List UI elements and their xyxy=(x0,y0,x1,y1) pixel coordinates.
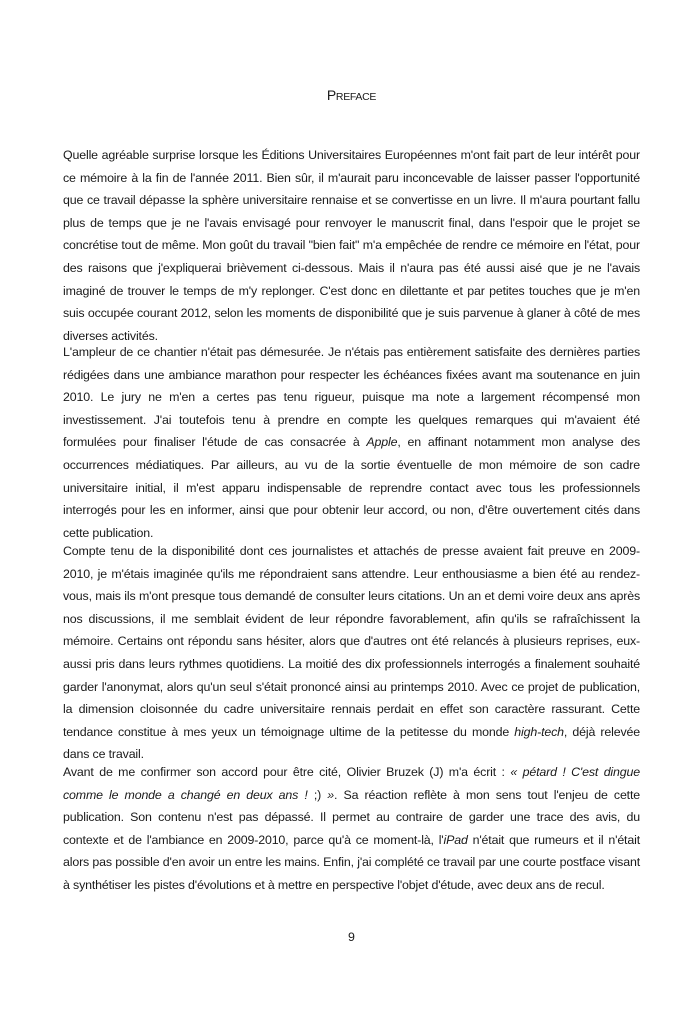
italic-text-run: » xyxy=(327,787,335,802)
text-run: n'était que rumeurs et il n'était alors pas possible d'en avoir un entre les mains. Enfin, j'ai complété ce travail par une courte postface visant à synthétiser les pistes d'évolutions et à mettre en perspective l'objet d'étude, avec deux ans de recul. xyxy=(63,832,640,892)
italic-text-run: iPad xyxy=(443,832,468,847)
text-run: . Sa réaction reflète à mon sens tout l'enjeu de cette publication. Son contenu n'est pas dépassé. Il permet au contraire de garder une trace des avis, du contexte et de l'ambiance en 2009-2010, parce qu'à ce moment-là, l' xyxy=(63,787,641,847)
text-run: ;) xyxy=(307,787,328,802)
text-run: , déjà relevée dans ce travail. xyxy=(63,724,640,762)
text-run: Avant de me confirmer son accord pour être cité, Olivier Bruzek (J) m'a écrit : xyxy=(63,765,511,779)
text-run: Compte tenu de la disponibilité dont ces journalistes et attachés de presse avaient fait preuve en 2009-2010, je m'étais imaginée qu'ils me répondraient sans attendre. Leur enthousiasme a bien été au rendez-vous, mais ils m'ont presque tous demandé de consulter leurs citations. Un an et demi voire deux ans après nos discussions, il me semblait évident de leur répondre favorablement, afin qu'ils se rafraîchissent la mémoire. Certains ont répondu sans hésiter, alors que d'autres ont été relancés à plusieurs reprises, eux-aussi pris dans leurs rythmes quotidiens. La moitié des dix professionnels interrogés a finalement souhaité garder l'anonymat, alors qu'un seul s'était prononcé ainsi au printemps 2010. Avec ce projet de publication, la dimension cloisonnée du cadre universitaire rennais perdait en effet son caractère rassurant. Cette tendance constitue à mes yeux un témoignage ultime de la petitesse du monde xyxy=(63,544,640,739)
text-run: , en affinant notamment mon analyse des occurrences médiatiques. Par ailleurs, au vu de la sortie éventuelle de mon mémoire de son cadre universitaire initial, il m'est apparu indispensable de reprendre contact avec tous les professionnels interrogés pour les en informer, ainsi que pour obtenir leur accord, ou non, d'être ouvertement cités dans cette publication. xyxy=(63,435,640,540)
page-title xyxy=(63,87,640,103)
paragraph-4 xyxy=(63,761,640,897)
title-initial: P xyxy=(326,87,336,103)
italic-text-run: « pétard ! C'est dingue comme le monde a changé en deux ans ! xyxy=(63,765,641,802)
text-run: Quelle agréable surprise lorsque les Éditions Universitaires Européennes m'ont fait part de leur intérêt pour ce mémoire à la fin de l'année 2011. Bien sûr, il m'aurait paru inconcevable de laisser passer l'opportunité que ce travail dépasse la sphère universitaire rennaise et se convertisse en un livre. Il m'aura pourtant fallu plus de temps que je ne l'avais envisagé pour renvoyer le manuscrit final, dans l'espoir que le projet se concrétise tout de même. Mon goût du travail "bien fait" m'a empêchée de rendre ce mémoire en l'état, pour des raisons que j'expliquerai brièvement ci-dessous. Mais il n'aura pas été aussi aisé que je ne l'avais imaginé de trouver le temps de m'y replonger. C'est donc en dilettante et par petites touches que je m'en suis occupée courant 2012, selon les moments de disponibilité que je suis parvenue à glaner à côté de mes diverses activités. xyxy=(63,148,640,343)
text-run: L'ampleur de ce chantier n'était pas démesurée. Je n'étais pas entièrement satisfaite des dernières parties rédigées dans une ambiance marathon pour respecter les échéances fixées avant ma soutenance en juin 2010. Le jury ne m'en a certes pas tenu rigueur, puisque ma note a largement récompensé mon investissement. J'ai toutefois tenu à prendre en compte les quelques remarques qui m'avaient été formulées pour finaliser l'étude de cas consacrée à xyxy=(63,345,640,450)
italic-text-run: Apple xyxy=(366,435,398,450)
italic-text-run: high-tech xyxy=(514,724,564,739)
paragraph-3 xyxy=(63,540,640,766)
page-number: 9 xyxy=(348,930,355,944)
paragraph-1 xyxy=(63,144,640,347)
paragraph-2 xyxy=(63,341,640,544)
title-rest: REFACE xyxy=(335,91,377,103)
